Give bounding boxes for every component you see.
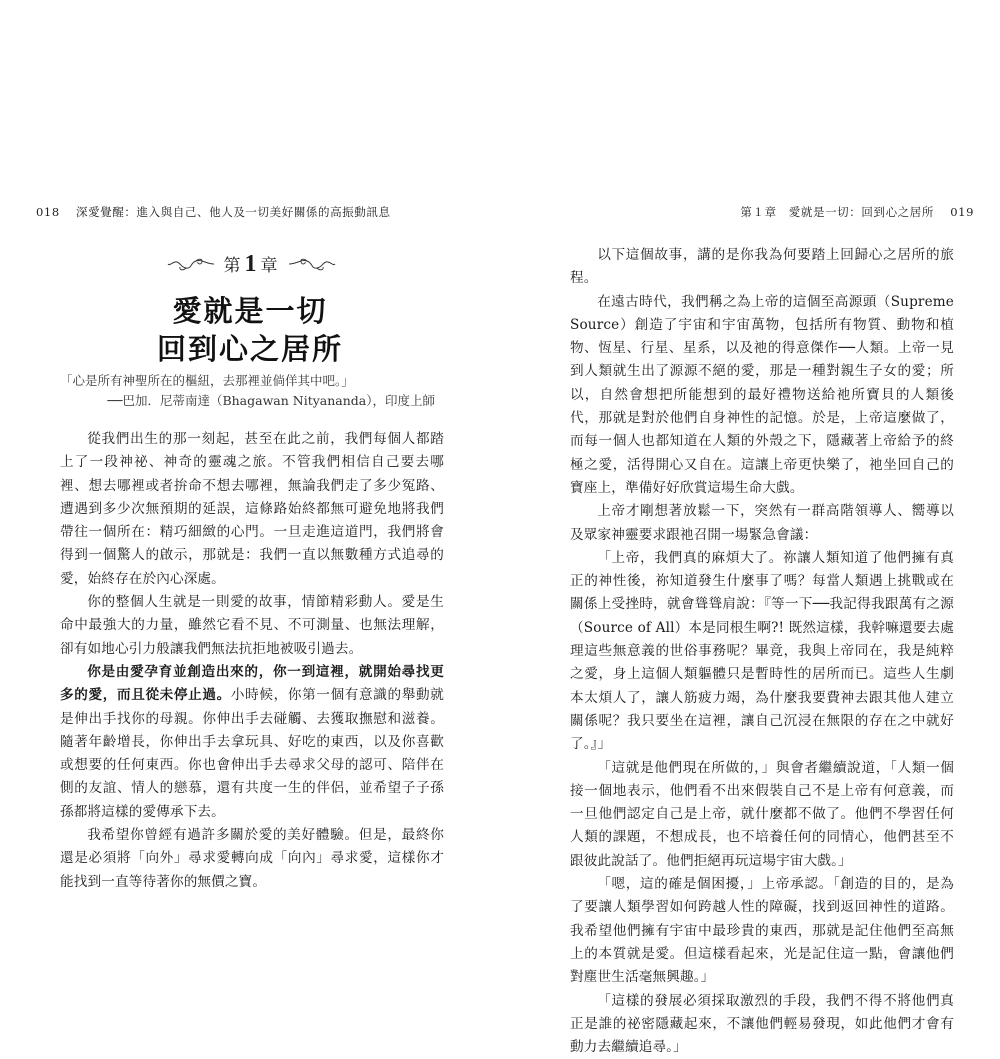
left-running-title: 深愛覺醒：進入與自己、他人及一切美好關係的高振動訊息: [76, 205, 391, 219]
right-page-number: 019: [950, 205, 974, 219]
right-running-head: [740, 204, 974, 220]
paragraph: 「嗯，這的確是個困擾，」上帝承認。「創造的目的，是為了要讓人類學習如何跨越人性的障礙，找到返回神性的道路。我希望他們擁有宇宙中最珍貴的東西，那就是記住他們至高無上的本質就是愛。但這樣看起來，光是記住這一點，會讓他們對塵世生活毫無興趣。」: [570, 873, 954, 989]
paragraph: 我希望你曾經有過許多關於愛的美好體驗。但是，最終你還是必須將「向外」尋求愛轉向成「向內」尋求愛，這樣你才能找到一直等待著你的無價之寶。: [60, 824, 444, 894]
left-page: [0, 0, 500, 1000]
epigraph-attribution: ──巴加．尼蒂南達（Bhagawan Nityananda），印度上師: [60, 391, 435, 409]
right-body-text: [570, 244, 954, 1059]
right-flourish-icon: [287, 255, 337, 273]
chapter-banner: [156, 252, 346, 276]
paragraph: 在遠古時代，我們稱之為上帝的這個至高源頭（Supreme Source）創造了宇宙和宇宙萬物，包括所有物質、動物和植物、恆星、行星、星系，以及祂的得意傑作──人類。上帝一見到人類就生出了源源不絕的愛，那是一種對親生子女的愛；所以，自然會想把所能想到的最好禮物送給祂所寶貝的人類後代，那就是對於他們自身神性的記憶。於是，上帝這麼做了，而每一個人也都知道在人類的外殼之下，隱藏著上帝給予的終極之愛，活得開心又自在。這讓上帝更快樂了，祂坐回自己的寶座上，準備好好欣賞這場生命大戲。: [570, 291, 954, 501]
left-body-text: [60, 428, 444, 894]
left-flourish-icon: [166, 255, 216, 273]
chapter-label: [224, 251, 279, 278]
paragraph: 「這樣的發展必須採取激烈的手段，我們不得不將他們真正是誰的祕密隱藏起來，不讓他們輕易發現，如此他們才會有動力去繼續追尋。」: [570, 990, 954, 1059]
bold-lead-text: 你是由愛孕育並創造出來的，你一到這裡，就開始尋找更多的愛，而且從未停止過。: [60, 664, 444, 703]
left-running-head: [36, 204, 391, 220]
paragraph: 「上帝，我們真的麻煩大了。祢讓人類知道了他們擁有真正的神性後，祢知道發生什麼事了嗎？每當人類遇上挑戰或在關係上受挫時，就會聳聳肩說：『等一下──我記得我跟萬有之源（Source of All）本是同根生啊?! 既然這樣，我幹嘛還要去處理這些無意義的世俗事務呢？畢竟，我與上帝同在，我是純粹之愛，身上這個人類軀體只是暫時性的居所而已。這些人生劇本太煩人了，讓人筋疲力竭，為什麼我要費神去跟其他人建立關係呢？我只要坐在這裡，讓自己沉浸在無限的存在之中就好了。』」: [570, 547, 954, 757]
chapter-prefix: 第: [224, 256, 242, 276]
right-running-title: 第１章 愛就是一切：回到心之居所: [740, 205, 934, 219]
chapter-title-line-1: 愛就是一切: [60, 289, 440, 330]
paragraph: 從我們出生的那一刻起，甚至在此之前，我們每個人都踏上了一段神祕、神奇的靈魂之旅。不管我們相信自己要去哪裡、想去哪裡或者拚命不想去哪裡，無論我們走了多少冤路、遭遇到多少次無預期的延誤，這條路始終都無可避免地將我們帶往一個所在：精巧細緻的心門。一旦走進這道門，我們將會得到一個驚人的啟示，那就是：我們一直以無數種方式追尋的愛，始終存在於內心深處。: [60, 428, 444, 591]
right-page: [500, 0, 1000, 1000]
left-page-number: 018: [36, 205, 60, 219]
paragraph: 上帝才剛想著放鬆一下，突然有一群高階領導人、嚮導以及眾家神靈要求跟祂召開一場緊急會議：: [570, 500, 954, 547]
paragraph: 「這就是他們現在所做的，」與會者繼續說道，「人類一個接一個地表示，他們看不出來假裝自己不是上帝有何意義，而一旦他們認定自己是上帝，就什麼都不做了。他們不學習任何人類的課題，不想成長，也不培養任何的同情心，他們甚至不跟彼此說話了。他們拒絕再玩這場宇宙大戲。」: [570, 757, 954, 873]
epigraph-quote: 「心是所有神聖所在的樞紐，去那裡並倘佯其中吧。」: [60, 371, 440, 389]
chapter-title-line-2: 回到心之居所: [60, 327, 440, 368]
chapter-suffix: 章: [261, 256, 279, 276]
paragraph-rest: 小時候，你第一個有意識的舉動就是伸出手找你的母親。你伸出手去碰觸、去獲取撫慰和滋養。隨著年齡增長，你伸出手去拿玩具、好吃的東西，以及你喜歡或想要的任何東西。你也會伸出手去尋求父母的認可、陪伴在側的友誼、情人的戀慕，還有共度一生的伴侶，並希望子子孫孫都將這樣的愛傳承下去。: [60, 687, 444, 819]
chapter-number: 1: [245, 251, 258, 277]
paragraph: [60, 661, 444, 824]
paragraph: 你的整個人生就是一則愛的故事，情節精彩動人。愛是生命中最強大的力量，雖然它看不見、不可測量、也無法理解，卻有如地心引力般讓我們無法抗拒地被吸引過去。: [60, 591, 444, 661]
paragraph: 以下這個故事，講的是你我為何要踏上回歸心之居所的旅程。: [570, 244, 954, 291]
